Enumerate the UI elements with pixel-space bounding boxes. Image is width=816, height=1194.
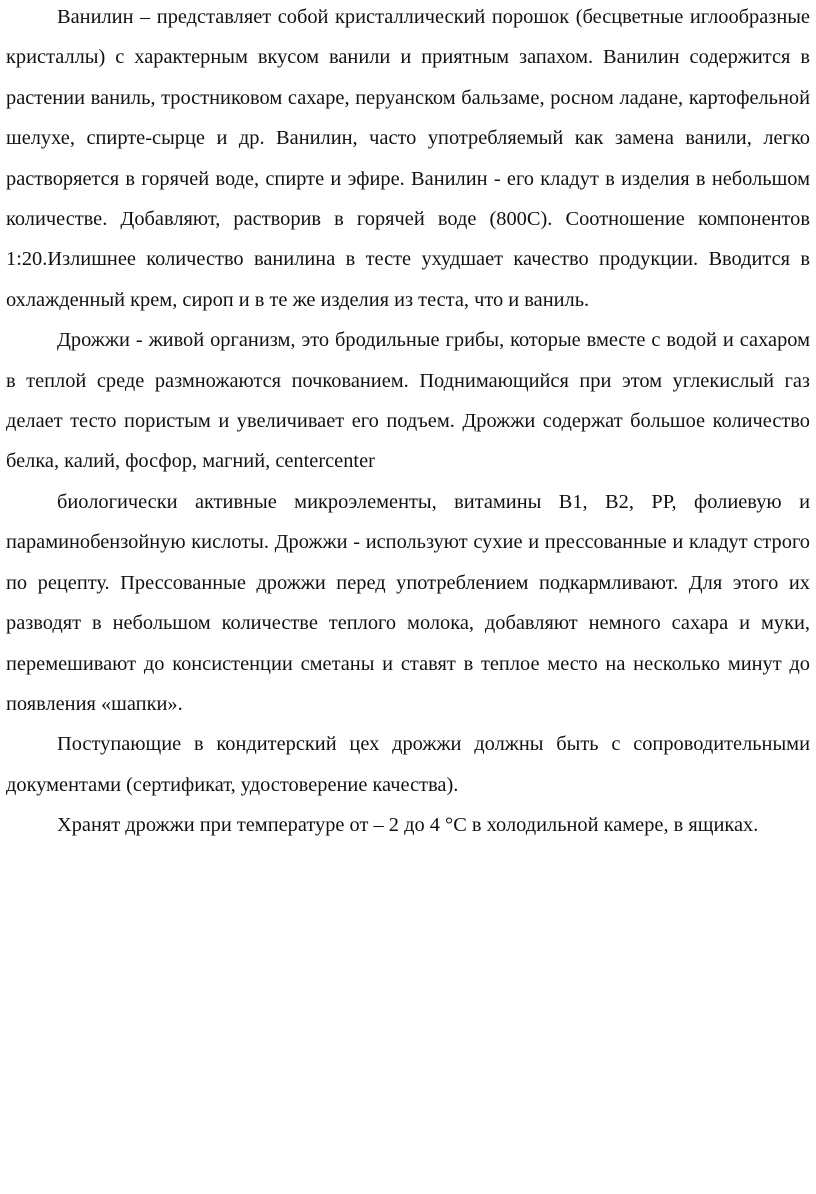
paragraph-yeast-intro: Дрожжи - живой организм, это бродильные грибы, которые вместе с водой и сахаром в теплой среде размножаются почкованием. Поднимающийся при этом углекислый газ делает тесто пористым и увеличивает его подъем. Дрожжи содержат большое количество белка, калий, фосфор, магний, centercenter [6,329,810,473]
paragraph-yeast-documents: Поступающие в кондитерский цех дрожжи должны быть с сопроводительными документами (сертификат, удостоверение качества). [6,733,810,796]
document-body [6,0,810,846]
paragraph-yeast-storage: Хранят дрожжи при температуре от – 2 до 4 °С в холодильной камере, в ящиках. [57,814,759,837]
paragraph-vanillin: Ванилин – представляет собой кристаллический порошок (бесцветные иглообразные кристаллы) с характерным вкусом ванили и приятным запахом. Ванилин содержится в растении ваниль, тростниковом сахаре, перуанском бальзаме, росном ладане, картофельной шелухе, спирте-сырце и др. Ванилин, часто употребляемый как замена ванили, легко растворяется в горячей воде, спирте и эфире. Ванилин - его кладут в изделия в небольшом количестве. Добавляют, растворив в горячей воде (800С). Соотношение компонентов 1:20.Излишнее количество ванилина в тесте ухудшает качество продукции. Вводится в охлажденный крем, сироп и в те же изделия из теста, что и ваниль. [6,6,810,311]
paragraph-yeast-usage: биологически активные микроэлементы, витамины В1, В2, РР, фолиевую и параминобензойную кислоты. Дрожжи - используют сухие и прессованные и кладут строго по рецепту. Прессованные дрожжи перед употреблением подкармливают. Для этого их разводят в небольшом количестве теплого молока, добавляют немного сахара и муки, перемешивают до консистенции сметаны и ставят в теплое место на несколько минут до появления «шапки». [6,490,810,715]
